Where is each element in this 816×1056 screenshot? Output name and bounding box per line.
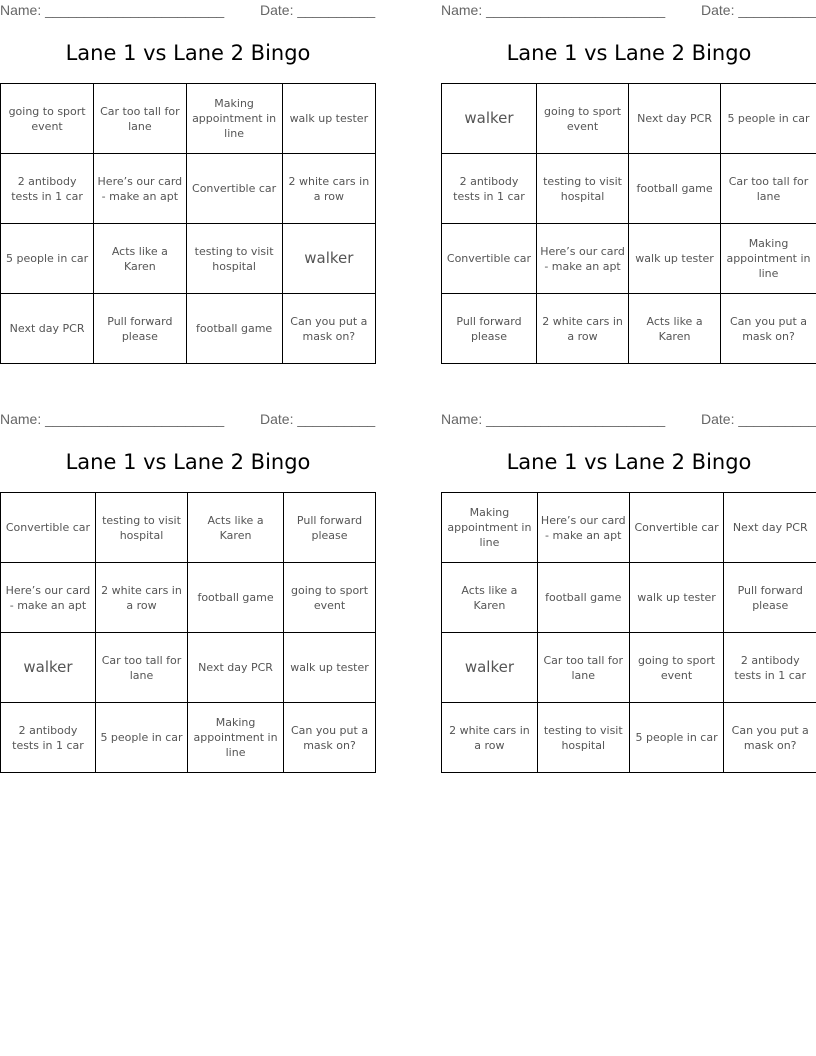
bingo-row [442, 563, 816, 633]
bingo-cell[interactable]: Next day PCR [1, 294, 94, 364]
bingo-cell[interactable]: 2 antibody tests in 1 car [1, 154, 94, 224]
bingo-cell[interactable]: walk up tester [629, 563, 724, 633]
date-field[interactable]: Date: __________ [701, 411, 816, 427]
bingo-row [442, 84, 816, 154]
bingo-cell[interactable]: testing to visit hospital [186, 224, 282, 294]
bingo-cell[interactable]: 2 antibody tests in 1 car [442, 154, 537, 224]
bingo-row [1, 493, 376, 563]
bingo-cell[interactable]: 5 people in car [1, 224, 94, 294]
bingo-cell[interactable]: 2 antibody tests in 1 car [1, 703, 96, 773]
bingo-row [442, 294, 816, 364]
bingo-cell[interactable]: 5 people in car [95, 703, 187, 773]
bingo-grid [0, 83, 376, 364]
bingo-row [1, 84, 376, 154]
bingo-cell[interactable]: Next day PCR [188, 633, 284, 703]
bingo-cell[interactable]: testing to visit hospital [537, 703, 629, 773]
bingo-cell[interactable]: Pull forward please [442, 294, 537, 364]
bingo-cell[interactable]: Convertible car [629, 493, 724, 563]
bingo-cell[interactable]: Can you put a mask on? [282, 294, 375, 364]
bingo-cell[interactable]: walk up tester [284, 633, 376, 703]
bingo-cell[interactable]: walker [282, 224, 375, 294]
bingo-cell[interactable]: Car too tall for lane [721, 154, 816, 224]
bingo-cell[interactable]: Can you put a mask on? [724, 703, 816, 773]
bingo-row [1, 224, 376, 294]
bingo-cell[interactable]: Convertible car [186, 154, 282, 224]
bingo-cell[interactable]: 5 people in car [721, 84, 816, 154]
bingo-cell[interactable]: walker [1, 633, 96, 703]
bingo-grid [0, 492, 376, 773]
bingo-cell[interactable]: Car too tall for lane [94, 84, 186, 154]
bingo-row [1, 294, 376, 364]
bingo-cell[interactable]: walk up tester [282, 84, 375, 154]
bingo-row [442, 154, 816, 224]
bingo-cell[interactable]: football game [537, 563, 629, 633]
bingo-cell[interactable]: going to sport event [1, 84, 94, 154]
bingo-cell[interactable]: Next day PCR [724, 493, 816, 563]
bingo-cell[interactable]: football game [188, 563, 284, 633]
bingo-row [442, 224, 816, 294]
bingo-row [1, 633, 376, 703]
card-header [0, 2, 376, 20]
bingo-cell[interactable]: testing to visit hospital [536, 154, 628, 224]
bingo-row [442, 703, 816, 773]
bingo-row [1, 703, 376, 773]
bingo-cell[interactable]: Pull forward please [724, 563, 816, 633]
bingo-cell[interactable]: Acts like a Karen [188, 493, 284, 563]
bingo-row [1, 154, 376, 224]
bingo-cell[interactable]: walker [442, 84, 537, 154]
bingo-cell[interactable]: football game [186, 294, 282, 364]
bingo-cell[interactable]: football game [629, 154, 721, 224]
bingo-cell[interactable]: going to sport event [629, 633, 724, 703]
name-field[interactable]: Name: _______________________ [441, 411, 666, 427]
card-title: Lane 1 vs Lane 2 Bingo [506, 41, 752, 65]
bingo-cell[interactable]: Car too tall for lane [537, 633, 629, 703]
bingo-cell[interactable]: Convertible car [1, 493, 96, 563]
date-field[interactable]: Date: __________ [701, 2, 816, 18]
bingo-cell[interactable]: Making appointment in line [188, 703, 284, 773]
bingo-cell[interactable]: 2 white cars in a row [442, 703, 538, 773]
bingo-cell[interactable]: Acts like a Karen [94, 224, 186, 294]
bingo-cell[interactable]: walker [442, 633, 538, 703]
bingo-cell[interactable]: Here’s our card - make an apt [537, 493, 629, 563]
card-title: Lane 1 vs Lane 2 Bingo [65, 450, 311, 474]
bingo-row [442, 633, 816, 703]
bingo-cell[interactable]: Making appointment in line [442, 493, 538, 563]
bingo-cell[interactable]: Can you put a mask on? [721, 294, 816, 364]
bingo-row [1, 563, 376, 633]
date-field[interactable]: Date: __________ [260, 411, 376, 427]
bingo-cell[interactable]: Next day PCR [629, 84, 721, 154]
bingo-cell[interactable]: going to sport event [284, 563, 376, 633]
bingo-cell[interactable]: 2 white cars in a row [95, 563, 187, 633]
name-field[interactable]: Name: _______________________ [441, 2, 666, 18]
card-header [441, 411, 816, 429]
card-header [441, 2, 816, 20]
date-field[interactable]: Date: __________ [260, 2, 376, 18]
bingo-cell[interactable]: 2 white cars in a row [282, 154, 375, 224]
bingo-cell[interactable]: 2 white cars in a row [536, 294, 628, 364]
bingo-cell[interactable]: Acts like a Karen [629, 294, 721, 364]
name-field[interactable]: Name: _______________________ [0, 2, 225, 18]
card-title: Lane 1 vs Lane 2 Bingo [65, 41, 311, 65]
bingo-cell[interactable]: Here’s our card - make an apt [536, 224, 628, 294]
bingo-cell[interactable]: going to sport event [536, 84, 628, 154]
bingo-cell[interactable]: Pull forward please [284, 493, 376, 563]
bingo-cell[interactable]: Pull forward please [94, 294, 186, 364]
bingo-cell[interactable]: walk up tester [629, 224, 721, 294]
bingo-grid [441, 83, 816, 364]
bingo-cell[interactable]: Making appointment in line [186, 84, 282, 154]
card-title: Lane 1 vs Lane 2 Bingo [506, 450, 752, 474]
bingo-cell[interactable]: Can you put a mask on? [284, 703, 376, 773]
bingo-cell[interactable]: Here’s our card - make an apt [1, 563, 96, 633]
bingo-cell[interactable]: Acts like a Karen [442, 563, 538, 633]
bingo-grid [441, 492, 816, 773]
bingo-cell[interactable]: 2 antibody tests in 1 car [724, 633, 816, 703]
card-header [0, 411, 376, 429]
bingo-cell[interactable]: Convertible car [442, 224, 537, 294]
bingo-row [442, 493, 816, 563]
bingo-cell[interactable]: 5 people in car [629, 703, 724, 773]
bingo-cell[interactable]: Car too tall for lane [95, 633, 187, 703]
bingo-cell[interactable]: testing to visit hospital [95, 493, 187, 563]
name-field[interactable]: Name: _______________________ [0, 411, 225, 427]
bingo-cell[interactable]: Making appointment in line [721, 224, 816, 294]
bingo-cell[interactable]: Here’s our card - make an apt [94, 154, 186, 224]
